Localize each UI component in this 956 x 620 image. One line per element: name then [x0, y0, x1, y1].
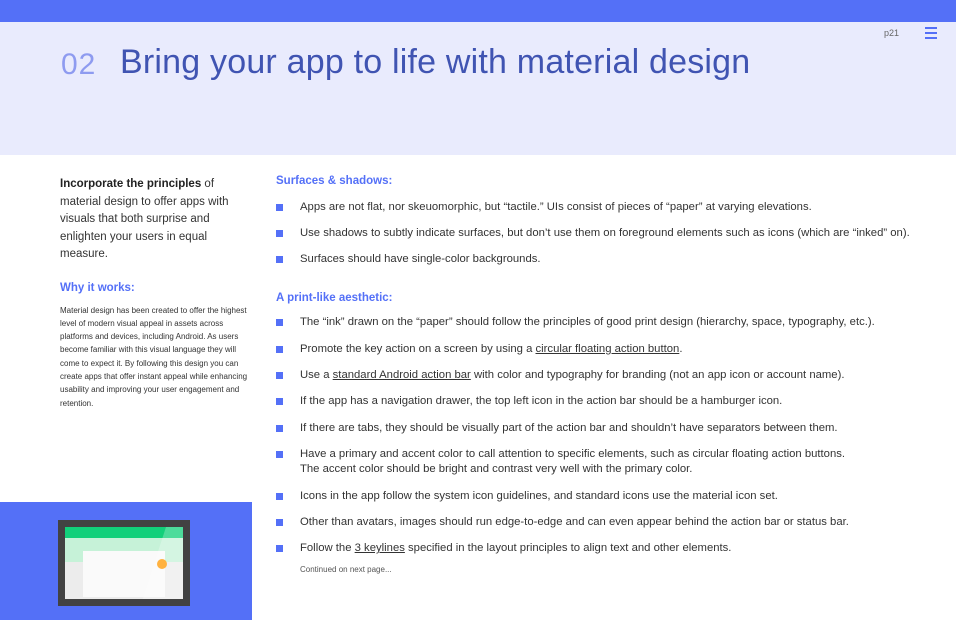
list-item: Surfaces should have single-color backgrounds.: [276, 252, 941, 267]
item-text: .: [679, 343, 683, 355]
list-item: The “ink” drawn on the “paper” should follow the principles of good print design (hierarchy, space, typography, etc.).: [276, 315, 941, 330]
circular-fab-link[interactable]: circular floating action button: [535, 343, 680, 355]
intro-bold: Incorporate the principles: [60, 178, 202, 190]
list-item: [276, 541, 941, 556]
surfaces-list: [276, 200, 941, 267]
menu-line: [925, 32, 937, 34]
surfaces-heading: Surfaces & shadows:: [276, 175, 393, 187]
intro-text: of material design to offer apps with visuals that both surprise and enlighten your users in equal measure.: [60, 178, 229, 260]
menu-line: [925, 27, 937, 29]
page-number: p21: [883, 28, 899, 38]
tablet-screen: [65, 527, 183, 599]
list-item: If there are tabs, they should be visually part of the action bar and shouldn’t have separators between them.: [276, 421, 941, 436]
list-item: Apps are not flat, nor skeuomorphic, but “tactile.” UIs consist of pieces of “paper” at varying elevations.: [276, 200, 941, 215]
tablet-illustration: [58, 520, 190, 606]
item-text: Use a: [300, 369, 333, 381]
keylines-link[interactable]: 3 keylines: [354, 542, 405, 554]
item-text: Promote the key action on a screen by using a: [300, 343, 536, 355]
why-it-works-heading: Why it works:: [60, 281, 135, 294]
why-it-works-body: Material design has been created to offer the highest level of modern visual appeal in assets across platforms and devices, including Android. As users become familiar with this visual language they will come to expect it. By following this design you can create apps that offer instant appeal while enhancing usability and improving your user engagement and retention.: [60, 305, 248, 408]
chapter-number: 02: [61, 48, 97, 81]
item-text: with color and typography for branding (not an app icon or account name).: [470, 369, 845, 381]
intro-paragraph: [60, 176, 255, 264]
hamburger-menu-icon[interactable]: [925, 27, 937, 38]
item-text-line1: Have a primary and accent color to call attention to specific elements, such as circular floating action buttons.: [300, 448, 846, 460]
page-title: Bring your app to life with material design: [120, 43, 751, 81]
list-item: [276, 447, 941, 477]
list-item: If the app has a navigation drawer, the top left icon in the action bar should be a hamburger icon.: [276, 394, 941, 409]
list-item: Icons in the app follow the system icon guidelines, and standard icons use the material icon set.: [276, 489, 941, 504]
list-item: [276, 342, 941, 357]
list-item: [276, 368, 941, 383]
continued-note: Continued on next page...: [300, 565, 392, 574]
print-aesthetic-list: [276, 315, 941, 556]
main-content: [276, 175, 941, 574]
top-accent-bar: [0, 0, 956, 22]
sidebar: [60, 176, 255, 410]
print-aesthetic-heading: A print-like aesthetic:: [276, 292, 393, 304]
action-bar-link[interactable]: standard Android action bar: [332, 369, 471, 381]
menu-line: [925, 37, 937, 39]
page-header: [0, 22, 956, 155]
item-text: specified in the layout principles to align text and other elements.: [404, 542, 732, 554]
list-item: Other than avatars, images should run edge-to-edge and can even appear behind the action bar or status bar.: [276, 515, 941, 530]
list-item: Use shadows to subtly indicate surfaces, but don’t use them on foreground elements such as icons (which are “inked” on).: [276, 226, 941, 241]
item-text: Follow the: [300, 542, 355, 554]
item-text-line2: The accent color should be bright and contrast very well with the primary color.: [300, 463, 693, 475]
illustration-panel: [0, 502, 252, 620]
